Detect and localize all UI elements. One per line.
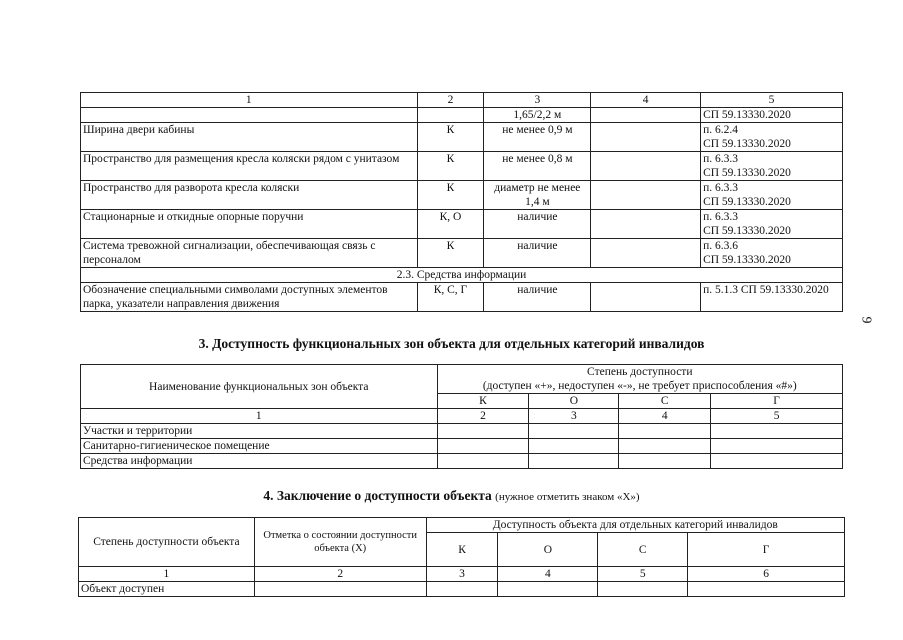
categories-group-header: Доступность объекта для отдельных категорий инвалидов <box>426 518 844 533</box>
table-row <box>81 424 843 439</box>
cell-empty <box>591 108 701 123</box>
number-row <box>81 409 843 424</box>
cell-empty <box>598 582 688 597</box>
cell-empty <box>619 454 711 469</box>
col-number: 4 <box>619 409 711 424</box>
table-row <box>81 454 843 469</box>
cell-category: К <box>417 152 484 181</box>
header-line: (доступен «+», недоступен «-», не требует приспособления «#») <box>482 380 797 392</box>
col-number: 6 <box>688 567 845 582</box>
col-number: 5 <box>598 567 688 582</box>
table-row <box>81 239 843 268</box>
col-number: 2 <box>254 567 426 582</box>
cell-empty <box>529 439 619 454</box>
zone-name-header: Наименование функциональных зон объекта <box>81 365 438 409</box>
section-row <box>81 268 843 283</box>
functional-zones-table <box>80 364 843 469</box>
cell-empty <box>591 283 701 312</box>
cell-empty <box>529 424 619 439</box>
accessibility-conclusion-table <box>78 517 845 597</box>
norm-clause: п. 6.2.4 <box>703 124 738 136</box>
category-header: Г <box>688 533 845 567</box>
degree-header: Степень доступности объекта <box>79 518 255 567</box>
col-number: 1 <box>81 93 418 108</box>
cell-element: Стационарные и откидные опорные поручни <box>81 210 418 239</box>
table-row <box>81 210 843 239</box>
table-header-row <box>79 518 845 533</box>
table-row <box>81 181 843 210</box>
cell-empty <box>437 454 529 469</box>
cell-element: Ширина двери кабины <box>81 123 418 152</box>
cell-value: наличие <box>484 239 591 268</box>
col-number: 2 <box>417 93 484 108</box>
table-header-row <box>81 93 843 108</box>
section-title: 2.3. Средства информации <box>81 268 843 283</box>
cell-norm <box>701 152 843 181</box>
table-row <box>81 283 843 312</box>
cell-category: К <box>417 181 484 210</box>
cell-value: 1,65/2,2 м <box>484 108 591 123</box>
cell-category: К, С, Г <box>417 283 484 312</box>
table-row <box>81 108 843 123</box>
norm-clause: п. 6.3.3 <box>703 182 738 194</box>
col-number: 4 <box>498 567 598 582</box>
cell-value: диаметр не менее 1,4 м <box>484 181 591 210</box>
accessibility-elements-table <box>80 92 843 312</box>
norm-clause: п. 6.3.3 <box>703 153 738 165</box>
degree-name: Объект доступен <box>79 582 255 597</box>
zone-name: Участки и территории <box>81 424 438 439</box>
cell-element: Пространство для размещения кресла коляски рядом с унитазом <box>81 152 418 181</box>
cell-empty <box>711 424 843 439</box>
col-number: 1 <box>79 567 255 582</box>
mark-header: Отметка о состоянии доступности объекта (Х) <box>254 518 426 567</box>
number-row <box>79 567 845 582</box>
cell-element: Пространство для разворота кресла коляски <box>81 181 418 210</box>
cell-empty <box>591 210 701 239</box>
table-row <box>81 439 843 454</box>
norm-code: СП 59.13330.2020 <box>703 225 791 237</box>
heading-text: 4. Заключение о доступности объекта <box>263 488 492 503</box>
cell-empty <box>591 152 701 181</box>
cell-empty <box>591 181 701 210</box>
norm-code: СП 59.13330.2020 <box>703 254 791 266</box>
table-row <box>79 582 845 597</box>
header-line: Степень доступности <box>587 366 693 378</box>
cell-empty <box>81 108 418 123</box>
cell-empty <box>591 239 701 268</box>
col-number: 5 <box>701 93 843 108</box>
cell-category: К, О <box>417 210 484 239</box>
zone-name: Средства информации <box>81 454 438 469</box>
category-header: Г <box>711 394 843 409</box>
col-number: 3 <box>426 567 498 582</box>
section-heading-4 <box>0 488 903 504</box>
norm-code: СП 59.13330.2020 <box>703 196 791 208</box>
category-header: О <box>529 394 619 409</box>
cell-norm <box>701 181 843 210</box>
table-header-row <box>81 365 843 394</box>
cell-empty <box>437 424 529 439</box>
cell-norm: п. 5.1.3 СП 59.13330.2020 <box>701 283 843 312</box>
cell-element: Обозначение специальными символами доступных элементов парка, указатели направления движения <box>81 283 418 312</box>
col-number: 1 <box>81 409 438 424</box>
cell-empty <box>711 454 843 469</box>
norm-clause: п. 6.3.6 <box>703 240 738 252</box>
norm-clause: п. 6.3.3 <box>703 211 738 223</box>
cell-empty <box>619 439 711 454</box>
section-heading-3: 3. Доступность функциональных зон объекта для отдельных категорий инвалидов <box>198 336 705 351</box>
category-header: С <box>619 394 711 409</box>
cell-empty <box>591 123 701 152</box>
cell-value: не менее 0,8 м <box>484 152 591 181</box>
table-row <box>81 152 843 181</box>
table-row <box>81 123 843 152</box>
cell-empty <box>498 582 598 597</box>
heading-note: (нужное отметить знаком «Х») <box>495 491 640 503</box>
cell-empty <box>254 582 426 597</box>
col-number: 5 <box>711 409 843 424</box>
col-number: 3 <box>529 409 619 424</box>
cell-empty <box>417 108 484 123</box>
cell-empty <box>529 454 619 469</box>
accessibility-degree-header <box>437 365 842 394</box>
norm-code: СП 59.13330.2020 <box>703 167 791 179</box>
cell-element: Система тревожной сигнализации, обеспечивающая связь с персоналом <box>81 239 418 268</box>
cell-empty <box>426 582 498 597</box>
norm-code: СП 59.13330.2020 <box>703 138 791 150</box>
cell-norm <box>701 123 843 152</box>
cell-norm <box>701 210 843 239</box>
col-number: 4 <box>591 93 701 108</box>
category-header: С <box>598 533 688 567</box>
cell-norm <box>701 239 843 268</box>
col-number: 2 <box>437 409 529 424</box>
cell-empty <box>688 582 845 597</box>
col-number: 3 <box>484 93 591 108</box>
category-header: К <box>437 394 529 409</box>
page-number: 9 <box>858 316 874 324</box>
cell-value: не менее 0,9 м <box>484 123 591 152</box>
zone-name: Санитарно-гигиеническое помещение <box>81 439 438 454</box>
cell-category: К <box>417 239 484 268</box>
cell-empty <box>711 439 843 454</box>
cell-value: наличие <box>484 210 591 239</box>
cell-empty <box>437 439 529 454</box>
category-header: К <box>426 533 498 567</box>
cell-empty <box>619 424 711 439</box>
cell-norm: СП 59.13330.2020 <box>701 108 843 123</box>
cell-category: К <box>417 123 484 152</box>
cell-value: наличие <box>484 283 591 312</box>
category-header: О <box>498 533 598 567</box>
